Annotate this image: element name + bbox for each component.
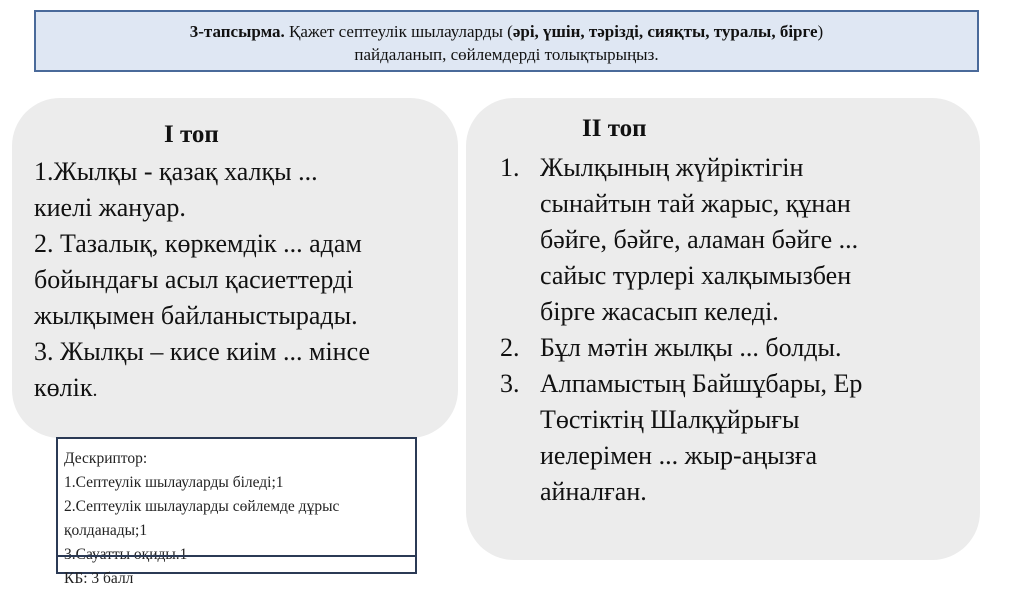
group-1-title: І топ [164,121,219,148]
list-item-number: 3. [500,369,520,398]
task-header [34,10,979,72]
list-item-line: иелерімен ... жыр-аңызға [540,441,818,470]
group-1-line: 2. Тазалық, көркемдік ... адам [34,229,362,258]
descriptor-title: Дескриптор: [64,450,148,467]
list-item-number: 1. [500,153,520,182]
descriptor-line: қолданады;1 [64,522,148,539]
group-2-card [466,98,980,560]
list-item [500,330,980,366]
list-item-line: сайыс түрлері халқымызбен [540,261,852,290]
descriptor-line: 2.Септеулік шылауларды сөйлемде дұрыс [64,498,340,515]
task-line-2: пайдаланып, сөйлемдерді толықтырыңыз. [354,45,659,64]
task-text-close: ) [817,22,824,41]
task-number: 3-тапсырма. [189,22,285,41]
list-item-number: 2. [500,333,520,362]
list-item-line: бәйге, бәйге, аламан бәйге ... [540,225,859,254]
group-1-last-dot: . [92,379,98,401]
descriptor-box [56,437,417,587]
list-item [500,150,980,330]
group-1-card [12,98,458,438]
list-item-line: сынайтын тай жарыс, құнан [540,189,851,218]
group-2-list [500,150,980,510]
group-1-line: бойындағы асыл қасиеттерді [34,265,354,294]
task-text: Қажет септеулік шылауларды ( [284,22,513,41]
list-item-line: Төстіктің Шалқұйрығы [540,405,800,434]
group-1-line: 1.Жылқы - қазақ халқы ... [34,157,318,186]
group-2-title: ІІ топ [582,115,647,142]
list-item-line: Бұл мәтін жылқы ... болды. [540,333,842,362]
list-item [500,366,980,510]
descriptor-line: 3.Сауатты оқиды.1 [64,546,188,563]
task-line-1 [36,20,977,43]
list-item-line: бірге жасасып келеді. [540,297,779,326]
group-1-line: 3. Жылқы – кисе киім ... мінсе [34,337,370,366]
list-item-line: Алпамыстың Байшұбары, Ер [540,369,863,398]
task-particles: әрі, үшін, тәрізді, сияқты, туралы, бірге [512,22,818,41]
descriptor-divider [58,555,415,557]
list-item-line: айналған. [540,477,647,506]
descriptor-line: 1.Септеулік шылауларды біледі;1 [64,474,284,491]
descriptor-score: КБ: 3 балл [64,570,134,587]
group-1-line: киелі жануар. [34,193,186,222]
list-item-line: Жылқының жүйріктігін [540,153,804,182]
group-1-body [34,154,458,408]
group-1-last-line [34,370,458,408]
group-1-last-word: көлік [34,373,93,402]
group-1-line: жылқымен байланыстырады. [34,301,358,330]
